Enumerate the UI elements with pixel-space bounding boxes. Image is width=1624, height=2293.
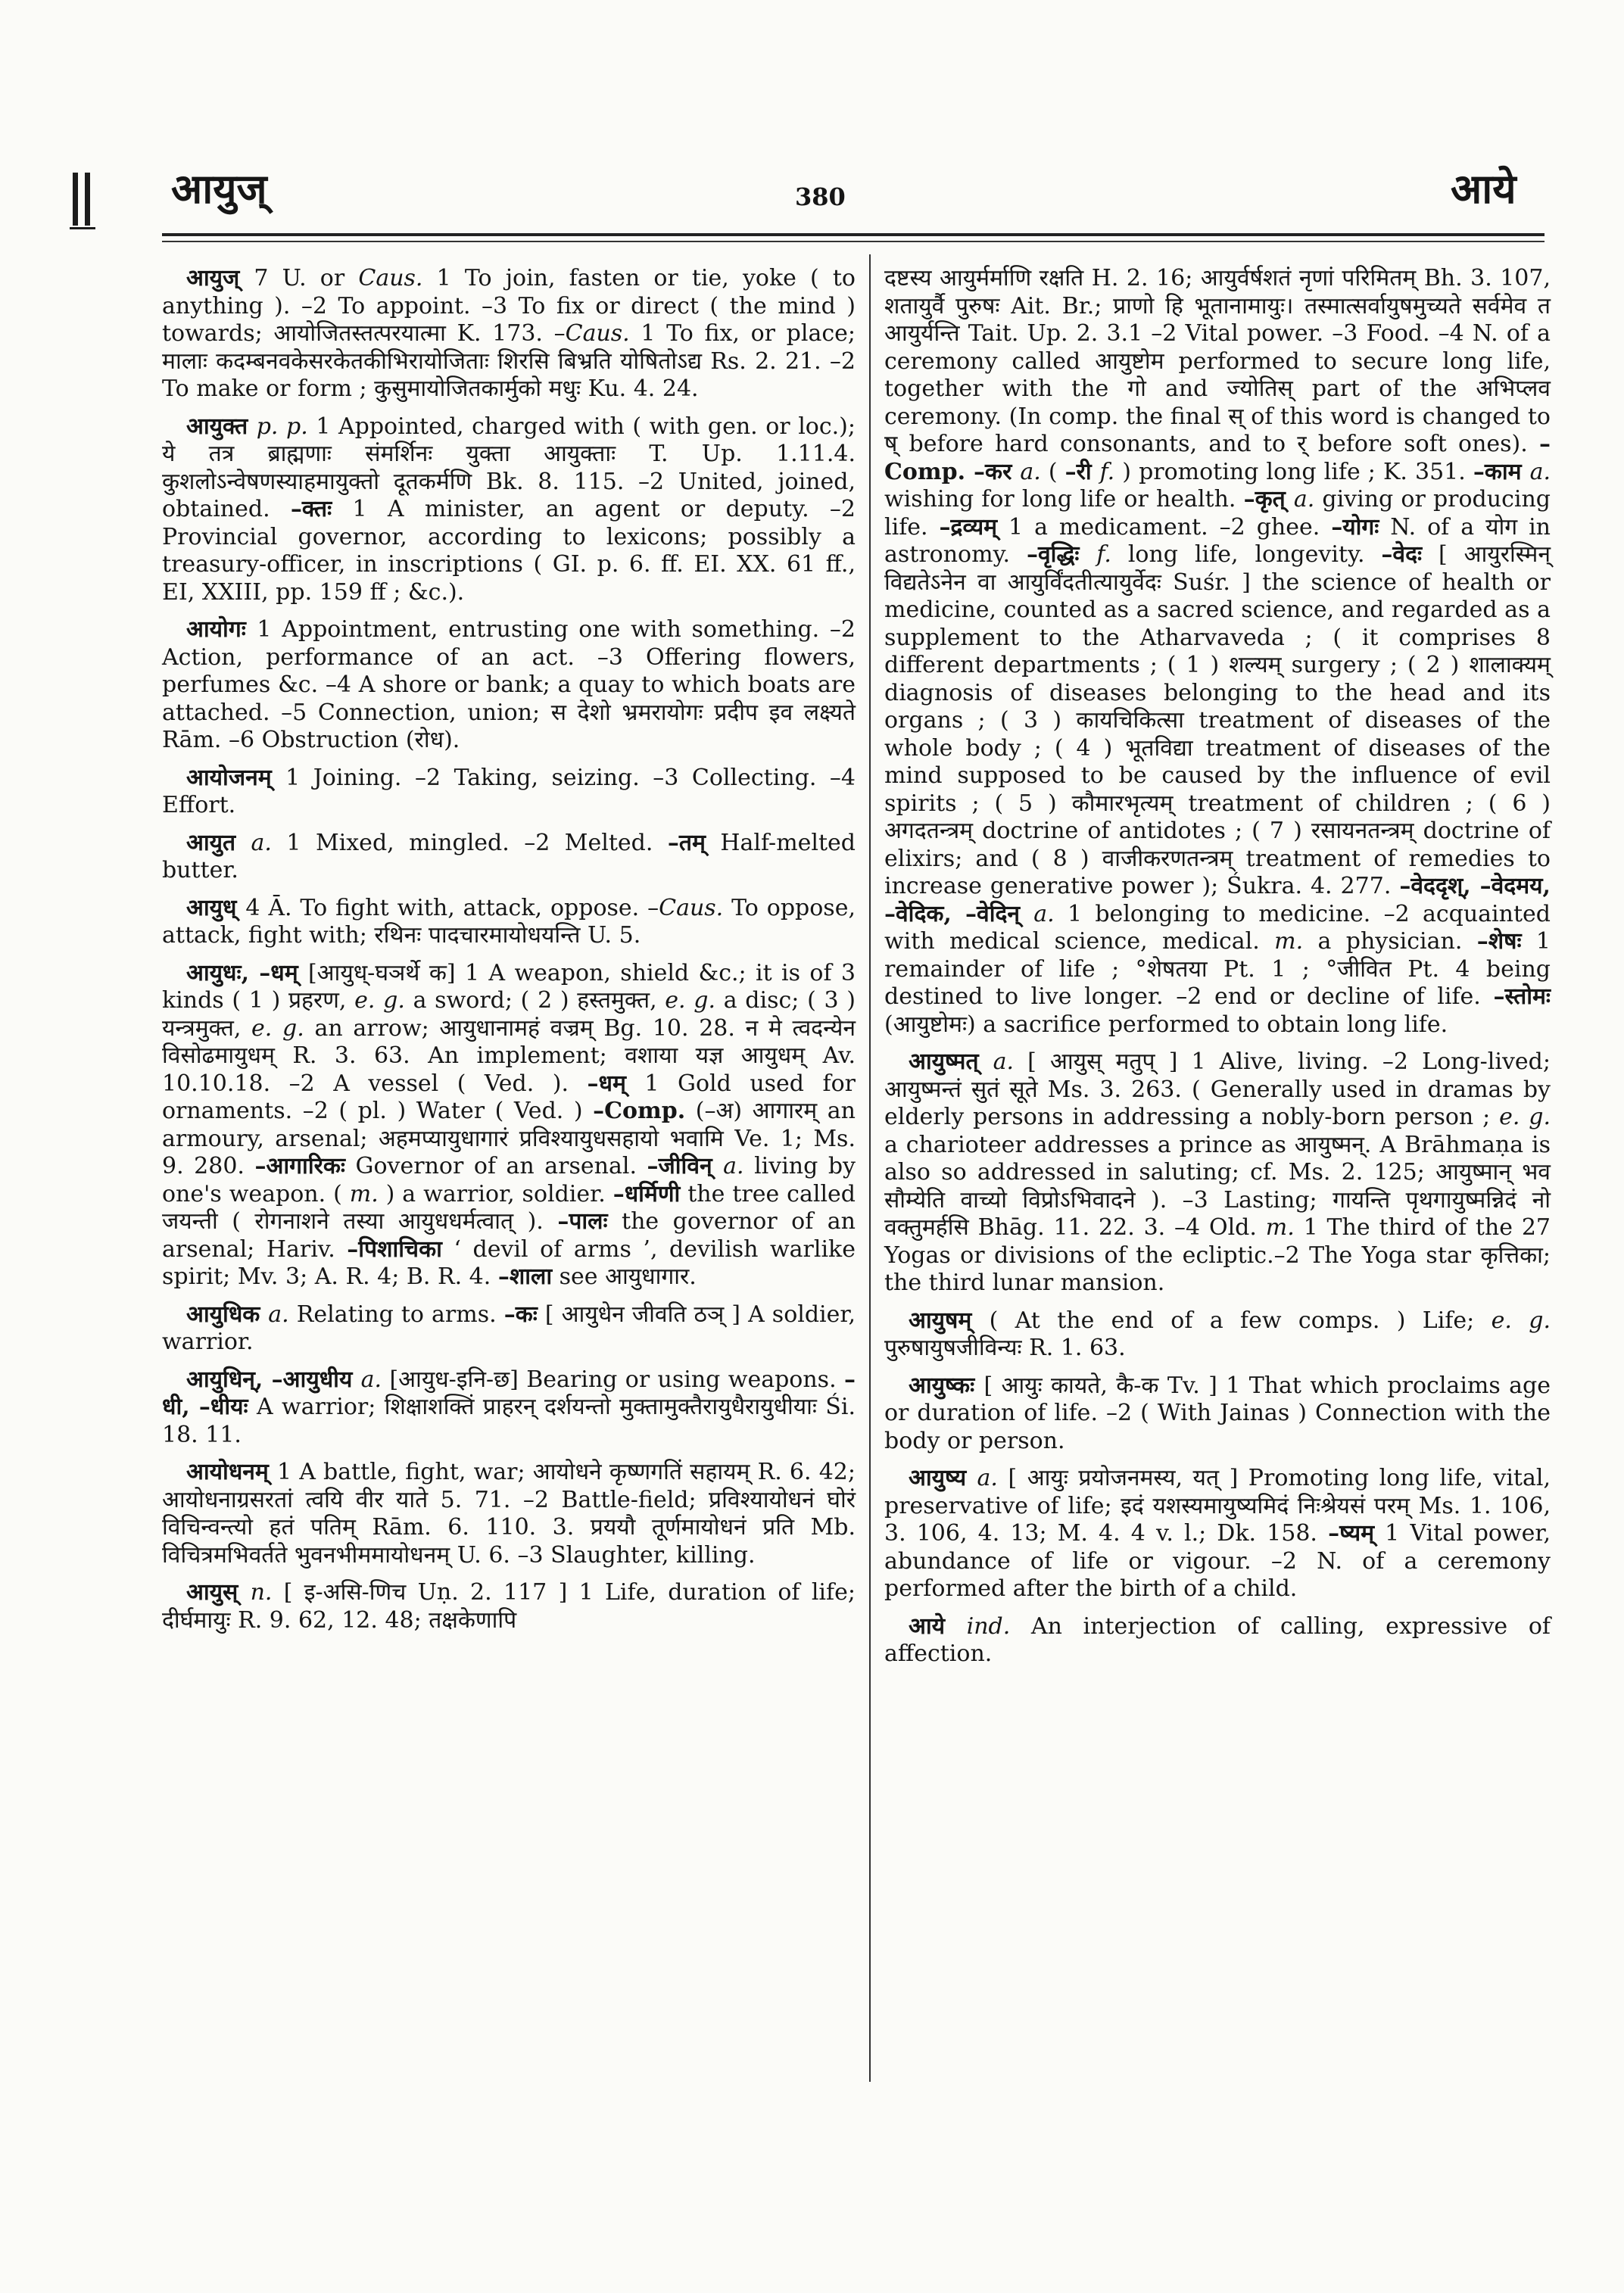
entry-continuation: [884, 265, 1551, 1039]
grammar-abbreviation: e. g.: [354, 987, 405, 1014]
grammar-abbreviation: a.: [723, 1153, 744, 1179]
dictionary-entry: [162, 413, 856, 607]
definition-text: दष्टस्य आयुर्मर्माणि रक्षति H. 2. 16; आयुर्वर्षशतं नृणां परिमितम् Bh. 3. 107, शतायुर्वै पुरुषः Ait. Br.; प्राणो हि भूतानामायुः। तस्मात्सर्वायुषमुच्यते सर्वमेव त आयुर्यन्ति Tait. Up. 2. 3.1 –2 Vital power. –3 Food. –4 N. of a ceremony called आयुष्टोम performed to secure long life, together with the गो and ज्योतिस् part of the अभिप्लव ceremony. (In comp. the final स् of this word is changed to ष् before hard consonants, and to र् before soft ones).: [884, 265, 1551, 457]
definition-text: 1 The third of the 27 Yogas or divisions of the ecliptic.–2 The Yoga star कृत्तिका; the third lunar mansion.: [884, 1214, 1551, 1296]
definition-text: [ आयुस् मतुप् ] 1 Alive, living. –2 Long-lived; आयुष्मन्तं सुतं सूते Ms. 3. 263. ( Generally used in dramas by elderly persons in addressing a nobly-born person ;: [884, 1048, 1551, 1130]
grammar-abbreviation: m.: [349, 1180, 379, 1207]
definition-text: 1 To fix, or place; मालाः कदम्बनवकेसरकेतकीभिरायोजिताः शिरसि बिभ्रति योषितोऽद्य Rs. 2. 21. –2 To make or form ; कुसुमायोजितकार्मुको मधुः Ku. 4. 24.: [162, 320, 856, 402]
definition-text: 1 A battle, fight, war; आयोधने कृष्णगतिं सहायम् R. 6. 42; आयोधनाग्रसरतां त्वयि वीर याते 5. 71. –2 Battle-field; प्रविश्यायोधनं घोरं विचिन्वन्त्यो हतं पतिम् Rām. 6. 110. 3. प्रययौ तूर्णमायोधनं प्रति Mb. विचित्रमभिवर्तते भुवनभीममायोधनम् U. 6. –3 Slaughter, killing.: [162, 1459, 856, 1569]
headword: आयुषम्: [909, 1307, 990, 1334]
dictionary-entry: [162, 765, 856, 820]
subentry-label: –क्तः: [290, 496, 332, 522]
headword: आयुधिक: [186, 1301, 269, 1328]
definition-text: Governor of an arsenal.: [344, 1153, 647, 1179]
subentry-label: –ष्यम्: [1328, 1520, 1375, 1547]
grammar-abbreviation: e. g.: [251, 1014, 304, 1042]
definition-text: [ आयुरस्मिन् विद्यतेऽनेन वा आयुर्विंदतीत्यायुर्वेदः Suśr. ] the science of health or medicine, counted as a sacred science, and regarded as a supplement to the Atharvaveda ; ( it comprises 8 different departments ; ( 1 ) शल्यम् surgery ; ( 2 ) शालाक्यम् diagnosis of diseases belonging to the head and its organs ; ( 3 ) कायचिकित्सा treatment of diseases of the whole body ; ( 4 ) भूतविद्या treatment of diseases of the mind supposed to be caused by the influence of evil spirits ; ( 5 ) कौमारभृत्यम् treatment of children ; ( 6 ) अगदतन्त्रम् doctrine of antidotes ; ( 7 ) रसायनतन्त्रम् doctrine of elixirs; and ( 8 ) वाजीकरणतन्त्रम् treatment of remedies to increase generative power ); Śukra. 4. 277.: [884, 541, 1551, 899]
subentry-label: –शाला: [497, 1263, 553, 1290]
subentry-label: –द्रव्यम्: [939, 513, 998, 541]
grammar-abbreviation: m.: [1265, 1214, 1295, 1241]
definition-text: ) promoting long life ; K. 351.: [1114, 458, 1473, 485]
definition-text: (आयुष्टोमः) a sacrifice performed to obtain long life.: [884, 1011, 1448, 1038]
headword: आयोगः: [186, 616, 257, 643]
definition-text: 1 Mixed, mingled. –2 Melted.: [271, 829, 668, 856]
grammar-abbreviation: f.: [1096, 541, 1111, 568]
definition-text: the governor of an arsenal; Hariv.: [162, 1208, 856, 1263]
subentry-label: –योगः: [1331, 513, 1379, 541]
page-number: 380: [795, 182, 846, 211]
definition-text: To oppose, attack, fight with; रथिनः पादचारमायोधयन्ति U. 5.: [162, 894, 856, 949]
grammar-abbreviation: a.: [1020, 458, 1041, 485]
subentry-label: –Comp.: [593, 1098, 686, 1124]
grammar-abbreviation: n.: [250, 1579, 273, 1606]
definition-text: ) a warrior, soldier.: [378, 1180, 613, 1207]
column-divider: [869, 254, 871, 2082]
header-rule: [162, 241, 1545, 242]
grammar-abbreviation: a.: [268, 1301, 289, 1328]
definition-text: living by one's weapon. (: [162, 1153, 856, 1207]
subentry-label: –पिशाचिका: [347, 1235, 442, 1263]
grammar-abbreviation: a.: [993, 1048, 1015, 1075]
subentry-label: –आगारिकः: [254, 1153, 345, 1179]
subentry-label: –री: [1064, 458, 1100, 485]
subentry-label: –कृत्: [1243, 486, 1294, 512]
subentry-label: –Comp. –कर: [884, 431, 1551, 485]
dictionary-entry: [162, 960, 856, 1291]
headword: आयुक्त: [186, 413, 257, 440]
grammar-abbreviation: f.: [1099, 458, 1115, 485]
dictionary-entry: [162, 1459, 856, 1569]
subentry-label: –धी, –धीयः: [162, 1366, 856, 1420]
definition-text: [ आयुः कायते, कै-क Tv. ] 1 That which proclaims age or duration of life. –2 ( With Jainas ) Connection with the body or person.: [884, 1372, 1551, 1454]
subentry-label: –धम्: [587, 1070, 626, 1097]
grammar-abbreviation: a.: [360, 1366, 382, 1393]
binding-mark: [70, 227, 95, 229]
dictionary-entry: [884, 1372, 1551, 1456]
definition-text: Half-melted butter.: [162, 829, 856, 883]
definition-text: the tree called जयन्ती ( रोगनाशने तस्या आयुधधर्मत्वात् ).: [162, 1180, 856, 1235]
dictionary-entry: [884, 1613, 1551, 1668]
dictionary-entry: [162, 1579, 856, 1634]
definition-text: [ आयुधेन जीवति ठञ् ] A soldier, warrior.: [162, 1301, 856, 1355]
headword: आयोधनम्: [186, 1459, 277, 1485]
definition-text: [आयुध्-घञर्थे क] 1 A weapon, shield &c.; it is of 3 kinds ( 1 ) प्रहरण,: [162, 959, 856, 1014]
definition-text: 1 A minister, an agent or deputy. –2 Provincial governor, according to lexicons; possibly a treasury-officer, in inscriptions ( GI. p. 6. ff. EI. XX. 61 ff., EI, XXIII, pp. 159 ff ; &c.).: [162, 496, 856, 606]
subentry-label: –कः: [503, 1301, 538, 1328]
definition-text: 7 U. or: [254, 265, 359, 291]
definition-text: an arrow; आयुधानामहं वज्रम् Bg. 10. 28. न मे त्वदन्येन विसोढमायुधम् R. 3. 63. An implement; वशाया यज्ञ आयुधम् Av. 10.10.18. –2 A vessel ( Ved. ).: [162, 1014, 856, 1097]
guide-word-right: आये: [1451, 164, 1516, 213]
grammar-abbreviation: a.: [1033, 900, 1055, 927]
headword: आयुधिन्, –आयुधीय: [186, 1366, 361, 1393]
headword: आयुष्मत्: [909, 1048, 993, 1075]
grammar-abbreviation: ind.: [966, 1612, 1011, 1640]
binding-mark: [73, 173, 78, 226]
headword: आयुधः, –धम्: [186, 959, 308, 986]
definition-text: A warrior; शिक्षाशक्तिं प्राहरन् दर्शयन्तो मुक्तामुक्तैरायुधैरायुधीयाः Śi. 18. 11.: [162, 1394, 856, 1448]
subentry-label: –जीविन्: [647, 1153, 724, 1179]
definition-text: 4 Ā. To fight with, attack, oppose. –: [245, 894, 659, 921]
dictionary-entry: [162, 265, 856, 403]
guide-word-left: आयुज्: [171, 164, 267, 213]
headword: आयुष्य: [909, 1465, 977, 1491]
grammar-abbreviation: e. g.: [1491, 1307, 1551, 1334]
subentry-label: –स्तोमः: [1493, 983, 1551, 1010]
subentry-label: –धर्मिणी: [613, 1180, 681, 1207]
headword: आयोजनम्: [186, 764, 286, 791]
definition-text: An interjection of calling, expressive of affection.: [884, 1612, 1551, 1667]
subentry-label: –वेदः: [1381, 541, 1423, 568]
dictionary-entry: [884, 1048, 1551, 1298]
definition-text: (: [1040, 458, 1065, 485]
definition-text: wishing for long life or health.: [884, 486, 1244, 512]
definition-text: 1 To join, fasten or tie, yoke ( to anything ). –2 To appoint. –3 To fix or direct ( the mind ) towards; आयोजितस्तत्परयात्मा K. 173. –: [162, 265, 856, 347]
left-column: [162, 265, 856, 1644]
grammar-abbreviation: p. p.: [256, 413, 308, 440]
grammar-abbreviation: a.: [1293, 486, 1315, 512]
definition-text: 1 remainder of life ; °शेषतया Pt. 1 ; °जीवित Pt. 4 being destined to live longer. –2 end or decline of life.: [884, 928, 1551, 1010]
subentry-label: –तम्: [667, 829, 706, 856]
definition-text: 1 Appointment, entrusting one with something. –2 Action, performance of an act. –3 Offering flowers, perfumes &c. –4 A shore or bank; a quay to which boats are attached. –5 Connection, union; स देशो भ्रमरायोगः प्रदीप इव लक्ष्यते Rām. –6 Obstruction (रोध).: [162, 616, 856, 753]
definition-text: [ इ-असि-णिच Uṇ. 2. 117 ] 1 Life, duration of life; दीर्घमायुः R. 9. 62, 12. 48; तक्षकेणापि: [162, 1579, 856, 1634]
right-column: [884, 265, 1551, 1678]
subentry-label: –वृद्धिः: [1027, 541, 1097, 568]
headword: आयुस्: [186, 1579, 251, 1606]
grammar-abbreviation: a.: [977, 1465, 998, 1491]
headword: आयुष्कः: [909, 1372, 984, 1399]
dictionary-entry: [162, 1366, 856, 1450]
definition-text: Relating to arms.: [288, 1301, 504, 1328]
grammar-abbreviation: a.: [251, 829, 272, 856]
grammar-abbreviation: e. g.: [1499, 1104, 1551, 1130]
subentry-label: –शेषः: [1476, 928, 1522, 955]
subentry-label: –काम: [1473, 458, 1530, 485]
grammar-abbreviation: Caus.: [659, 894, 724, 921]
dictionary-entry: [162, 895, 856, 950]
definition-text: 1 Joining. –2 Taking, seizing. –3 Collecting. –4 Effort.: [162, 764, 856, 818]
definition-text: see आयुधागार.: [552, 1263, 697, 1290]
grammar-abbreviation: a.: [1529, 458, 1551, 485]
definition-text: 1 belonging to medicine. –2 acquainted with medical science, medical.: [884, 900, 1551, 955]
grammar-abbreviation: e. g.: [665, 987, 716, 1014]
definition-text: पुरुषायुषजीविन्यः R. 1. 63.: [884, 1335, 1126, 1361]
headword: आयुध्: [186, 894, 246, 921]
definition-text: 1 Gold used for ornaments. –2 ( pl. ) Water ( Ved. ): [162, 1070, 856, 1124]
binding-mark: [85, 173, 90, 226]
headword: आये: [909, 1612, 967, 1640]
definition-text: N. of a योग in astronomy.: [884, 513, 1551, 568]
headword: आयुत: [186, 829, 251, 856]
definition-text: 1 a medicament. –2 ghee.: [997, 513, 1332, 541]
definition-text: 1 Appointed, charged with ( with gen. or loc.); ये तत्र ब्राह्मणाः संमर्शिनः युक्ता आयुक्ताः T. Up. 1.11.4. कुशलोऽन्वेषणस्याहमायुक्तो दूतकर्मणि Bk. 8. 115. –2 United, joined, obtained.: [162, 413, 856, 522]
definition-text: [आयुध-इनि-छ] Bearing or using weapons.: [382, 1366, 844, 1393]
definition-text: a physician.: [1303, 928, 1477, 955]
subentry-label: –वेददृश्, –वेदमय, –वेदिक, –वेदिन्: [884, 873, 1551, 927]
dictionary-entry: [162, 1301, 856, 1357]
headword: आयुज्: [186, 265, 254, 291]
definition-text: giving or producing life.: [884, 486, 1551, 541]
definition-text: ‘ devil of arms ’, devilish warlike spirit; Mv. 3; A. R. 4; B. R. 4.: [162, 1235, 856, 1290]
definition-text: long life, longevity.: [1111, 541, 1382, 568]
dictionary-entry: [162, 616, 856, 755]
dictionary-entry: [162, 830, 856, 885]
dictionary-entry: [884, 1465, 1551, 1603]
definition-text: a sword; ( 2 ) हस्तमुक्त,: [404, 987, 665, 1014]
dictionary-entry: [884, 1307, 1551, 1363]
grammar-abbreviation: Caus.: [358, 265, 423, 291]
definition-text: a disc; ( 3 ) यन्त्रमुक्त,: [162, 987, 856, 1042]
grammar-abbreviation: Caus.: [565, 320, 630, 347]
definition-text: a charioteer addresses a prince as आयुष्मन्. A Brāhmaṇa is also so addressed in saluting; cf. Ms. 2. 125; आयुष्मान् भव सौम्येति वाच्यो विप्रोऽभिवादने ). –3 Lasting; गायन्ति पृथगायुष्मन्निदं नो वक्तुमर्हसि Bhāg. 11. 22. 3. –4 Old.: [884, 1131, 1551, 1241]
header-rule: [162, 233, 1545, 236]
definition-text: (–अ) आगारम् an armoury, arsenal; अहमप्यायुधागारं प्रविश्यायुधसहायो भवामि Ve. 1; Ms. 9. 280.: [162, 1098, 856, 1179]
subentry-label: –पालः: [557, 1208, 608, 1235]
definition-text: 1 Vital power, abundance of life or vigour. –2 N. of a ceremony performed after the birth of a child.: [884, 1520, 1551, 1602]
definition-text: ( At the end of a few comps. ) Life;: [989, 1307, 1492, 1334]
definition-text: [ आयुः प्रयोजनमस्य, यत् ] Promoting long life, vital, preservative of life; इदं यशस्यमायुष्यमिदं निःश्रेयसं परम् Ms. 1. 106, 3. 106, 4. 13; M. 4. 4 v. l.; Dk. 158.: [884, 1465, 1551, 1547]
grammar-abbreviation: m.: [1274, 928, 1304, 955]
